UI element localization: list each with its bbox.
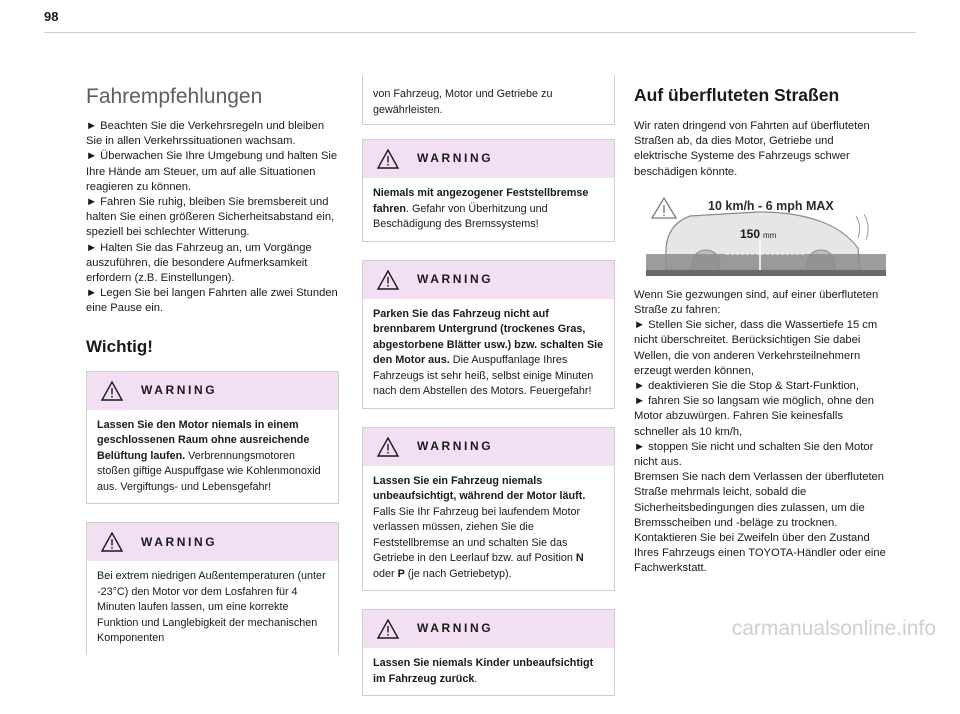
warning-bold-text: Lassen Sie ein Fahrzeug niemals unbeaufsichtigt, während der Motor läuft. bbox=[373, 474, 586, 502]
warning-title: WARNING bbox=[417, 271, 494, 286]
warning-text: . Gefahr von Überhitzung und Beschädigung des Bremssystems! bbox=[373, 202, 548, 230]
warning-bold-text: Parken Sie das Fahrzeug nicht auf brennbarem Untergrund (trockenes Gras, abgestorbene Blätter usw.) bzw. schalten Sie den Motor aus. bbox=[373, 307, 604, 366]
section-heading-flooded-roads: Auf überfluteten Straßen bbox=[634, 85, 840, 105]
warning-header bbox=[363, 140, 614, 178]
warning-triangle-icon bbox=[101, 532, 123, 552]
warning-bold-text: Niemals mit angezogener Feststellbremse fahren bbox=[373, 187, 589, 215]
warning-title: WARNING bbox=[417, 438, 494, 453]
paragraph: Wenn Sie gezwungen sind, auf einer überfluteten Straße zu fahren: bbox=[634, 288, 879, 317]
column-middle bbox=[362, 75, 615, 714]
warning-box-unattended-engine bbox=[362, 427, 615, 592]
warning-header bbox=[87, 372, 338, 410]
water-depth-unit: mm bbox=[763, 230, 777, 240]
list-item: ► fahren Sie so langsam wie möglich, ohne den Motor abzuwürgen. Fahren Sie keinesfalls schneller als 10 km/h, bbox=[634, 395, 874, 438]
warning-body bbox=[363, 299, 614, 408]
warning-triangle-icon bbox=[377, 270, 399, 290]
warning-body bbox=[87, 410, 338, 504]
warning-body: Bei extrem niedrigen Außentemperaturen (unter -23°C) den Motor vor dem Losfahren für 4 Minuten laufen lassen, um eine korrekte Funktion und Langlebigkeit der mechanischen Komponenten bbox=[97, 570, 326, 645]
list-item: ► Stellen Sie sicher, dass die Wassertiefe 15 cm nicht überschreitet. Berücksichtigen Sie dabei Wellen, die von anderen Verkehrsteilnehmern erzeugt werden können, bbox=[634, 319, 878, 377]
warning-header bbox=[363, 428, 614, 466]
warning-box-parking-brake bbox=[362, 139, 615, 242]
list-item: ► Beachten Sie die Verkehrsregeln und bleiben Sie in allen Verkehrssituationen wachsam. bbox=[86, 120, 325, 148]
paragraph: Bremsen Sie nach dem Verlassen der überfluteten Straße mehrmals leicht, sobald die Sicherheitsbedingungen dies zulassen, um die Bremsscheiben und -beläge zu trocknen. bbox=[634, 471, 884, 529]
warning-continued: von Fahrzeug, Motor und Getriebe zu gewährleisten. bbox=[362, 75, 615, 125]
warning-title: WARNING bbox=[141, 383, 218, 398]
column-right bbox=[634, 75, 887, 577]
warning-box-engine-closed-room bbox=[86, 371, 339, 505]
warning-title: WARNING bbox=[141, 534, 218, 549]
warning-triangle-icon bbox=[101, 381, 123, 401]
warning-title: WARNING bbox=[417, 621, 494, 636]
paragraph: Kontaktieren Sie bei Zweifeln über den Zustand Ihres Fahrzeugs einen TOYOTA-Händler oder eine Fachwerkstatt. bbox=[634, 532, 886, 575]
list-item: ► Überwachen Sie Ihre Umgebung und halten Sie Ihre Hände am Steuer, um auf alle Situationen reagieren zu können. bbox=[86, 150, 338, 193]
speed-limit-label: 10 km/h - 6 mph MAX bbox=[708, 198, 834, 213]
warning-header bbox=[363, 610, 614, 648]
warning-text: oder bbox=[373, 567, 398, 580]
intro-paragraph: Wir raten dringend von Fahrten auf überfluteten Straßen ab, da dies Motor, Getriebe und elektrische Systeme des Fahrzeugs schwer beschädigen könnte. bbox=[634, 120, 870, 178]
header-divider bbox=[44, 32, 916, 33]
warning-bold-text: Lassen Sie den Motor niemals in einem geschlossenen Raum ohne ausreichende Belüftung laufen. bbox=[97, 418, 310, 462]
gear-position-n: N bbox=[575, 552, 584, 564]
water-depth-value: 150 bbox=[740, 226, 761, 241]
warning-triangle-icon bbox=[377, 619, 399, 639]
flooded-road-illustration bbox=[646, 196, 886, 276]
list-item: ► deaktivieren Sie die Stop & Start-Funktion, bbox=[634, 380, 859, 393]
warning-text: Die Auspuffanlage Ihres Fahrzeugs ist sehr heiß, selbst einige Minuten nach dem Abstellen des Motors. Feuergefahr! bbox=[373, 354, 594, 397]
list-item: ► stoppen Sie nicht und schalten Sie den Motor nicht aus. bbox=[634, 440, 874, 469]
section-heading-important: Wichtig! bbox=[86, 336, 153, 356]
warning-text: Verbrennungsmotoren stoßen giftige Auspuffgase wie Kohlenmonoxid aus. Vergiftungs- und Lebensgefahr! bbox=[97, 449, 321, 493]
warning-body bbox=[363, 178, 614, 241]
list-item: ► Legen Sie bei langen Fahrten alle zwei Stunden eine Pause ein. bbox=[86, 287, 338, 315]
warning-body bbox=[363, 648, 614, 695]
page-number: 98 bbox=[44, 9, 59, 24]
watermark: carmanualsonline.info bbox=[731, 617, 936, 640]
warning-text: Falls Sie Ihr Fahrzeug bei laufendem Motor verlassen müssen, ziehen Sie die Feststellbremse an und schalten Sie das Getriebe in den Leerlauf bzw. auf Position bbox=[373, 505, 581, 564]
warning-title: WARNING bbox=[417, 151, 494, 166]
gear-position-p: P bbox=[397, 567, 405, 580]
car-in-water-icon bbox=[646, 196, 886, 276]
list-item: ► Fahren Sie ruhig, bleiben Sie bremsbereit und halten Sie einen größeren Sicherheitsabstand ein, speziell bei schlechter Witterung. bbox=[86, 196, 335, 239]
warning-header bbox=[363, 261, 614, 299]
section-heading-driving-tips: Fahrempfehlungen bbox=[86, 85, 263, 108]
warning-box-cold-start bbox=[86, 522, 339, 655]
warning-header bbox=[87, 523, 338, 561]
warning-text: (je nach Getriebetyp). bbox=[404, 567, 512, 580]
warning-box-flammable-ground bbox=[362, 260, 615, 409]
warning-body bbox=[363, 466, 614, 591]
warning-text: . bbox=[474, 672, 478, 685]
list-item: ► Halten Sie das Fahrzeug an, um Vorgänge auszuführen, die besondere Aufmerksamkeit erfordern (z.B. Einstellungen). bbox=[86, 241, 312, 285]
warning-bold-text: Lassen Sie niemals Kinder unbeaufsichtigt im Fahrzeug zurück bbox=[373, 657, 594, 685]
warning-triangle-icon bbox=[377, 437, 399, 457]
warning-triangle-icon bbox=[377, 149, 399, 169]
warning-box-children bbox=[362, 609, 615, 696]
column-left bbox=[86, 75, 339, 673]
